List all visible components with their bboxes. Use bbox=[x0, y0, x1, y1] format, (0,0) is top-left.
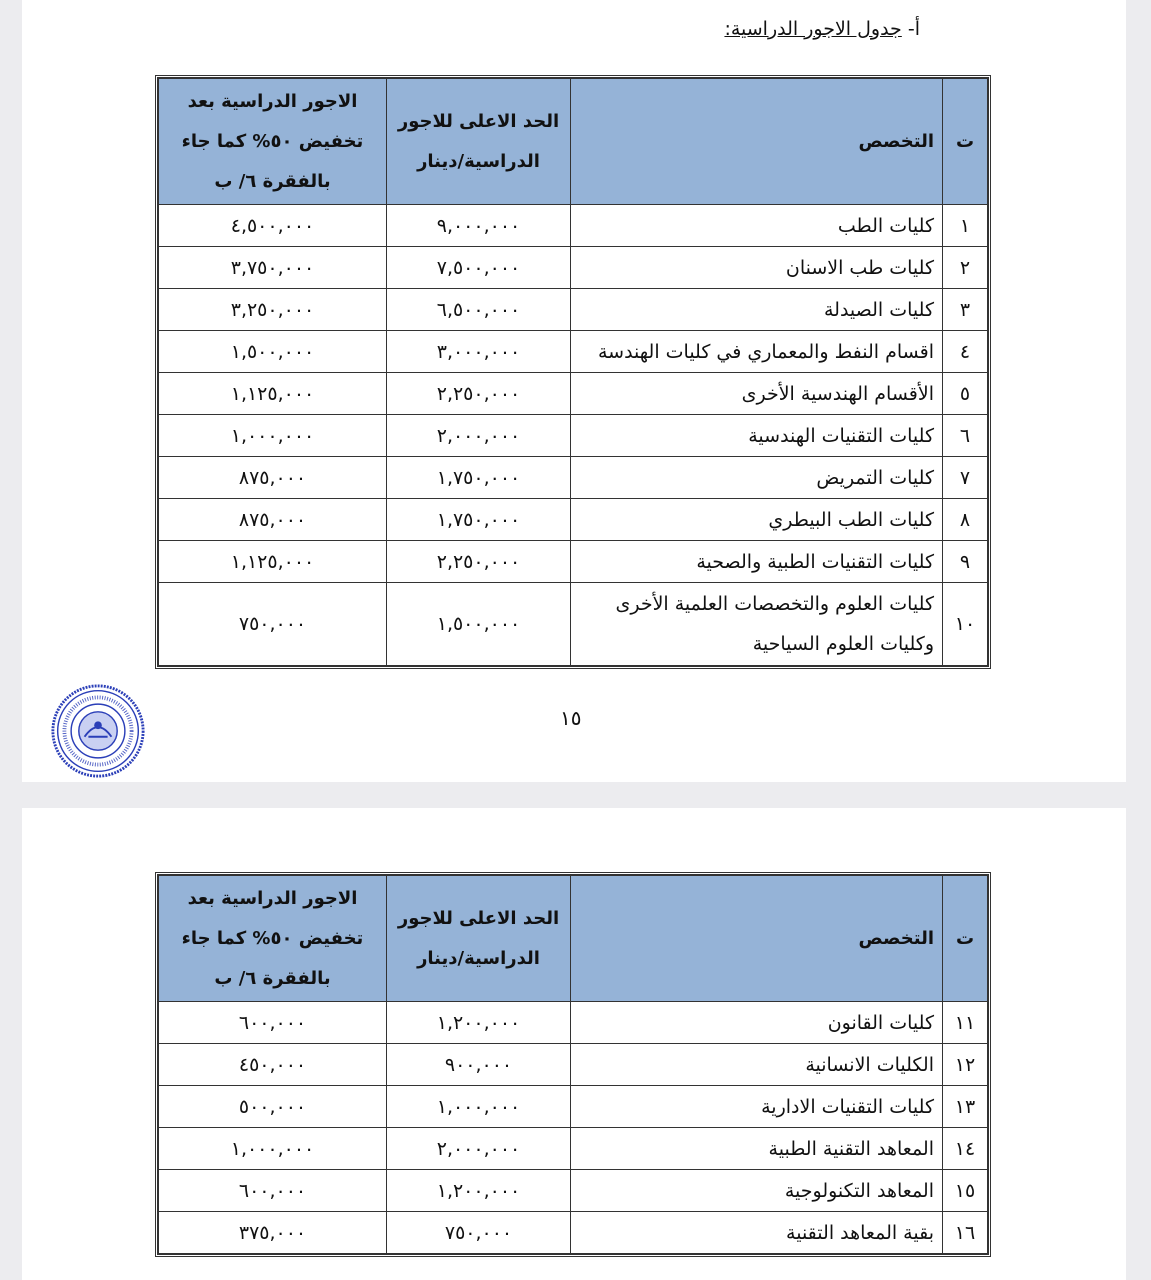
document-page-2 bbox=[22, 808, 1126, 1280]
row-num: ١٠ bbox=[943, 583, 988, 666]
row-max-fee: ٢,٠٠٠,٠٠٠ bbox=[387, 1128, 571, 1170]
row-specialty: كليات الطب bbox=[571, 205, 943, 247]
header-reduced-fee-line: تخفيض ٥٠% كما جاء bbox=[181, 927, 364, 949]
row-specialty: كليات القانون bbox=[571, 1002, 943, 1044]
row-specialty: الأقسام الهندسية الأخرى bbox=[571, 373, 943, 415]
table-row bbox=[159, 247, 988, 289]
row-num: ٦ bbox=[943, 415, 988, 457]
table-row bbox=[159, 415, 988, 457]
row-num: ١ bbox=[943, 205, 988, 247]
header-num: ت bbox=[943, 876, 988, 1002]
row-max-fee: ٣,٠٠٠,٠٠٠ bbox=[387, 331, 571, 373]
fees-table-1 bbox=[155, 75, 991, 669]
row-num: ١٢ bbox=[943, 1044, 988, 1086]
table-row bbox=[159, 1086, 988, 1128]
ministry-seal-icon bbox=[50, 683, 146, 779]
page-number: ١٥ bbox=[560, 706, 582, 730]
header-max-fee-line: الحد الاعلى للاجور bbox=[397, 110, 560, 132]
fees-table-2 bbox=[155, 872, 991, 1257]
row-max-fee: ٧,٥٠٠,٠٠٠ bbox=[387, 247, 571, 289]
table-row bbox=[159, 1212, 988, 1254]
table-heading bbox=[724, 18, 920, 40]
heading-prefix: أ- bbox=[907, 18, 920, 40]
row-max-fee: ١,٢٠٠,٠٠٠ bbox=[387, 1002, 571, 1044]
row-reduced-fee: ٣,٧٥٠,٠٠٠ bbox=[159, 247, 387, 289]
header-max-fee bbox=[387, 79, 571, 205]
row-max-fee: ٢,٢٥٠,٠٠٠ bbox=[387, 373, 571, 415]
row-reduced-fee: ٣,٢٥٠,٠٠٠ bbox=[159, 289, 387, 331]
table-row bbox=[159, 1128, 988, 1170]
row-specialty: كليات التقنيات الادارية bbox=[571, 1086, 943, 1128]
row-reduced-fee: ١,٥٠٠,٠٠٠ bbox=[159, 331, 387, 373]
row-reduced-fee: ٣٧٥,٠٠٠ bbox=[159, 1212, 387, 1254]
row-specialty: الكليات الانسانية bbox=[571, 1044, 943, 1086]
table-row bbox=[159, 1002, 988, 1044]
header-reduced-fee-line: الاجور الدراسية بعد bbox=[187, 90, 358, 112]
table-row bbox=[159, 373, 988, 415]
row-max-fee: ٧٥٠,٠٠٠ bbox=[387, 1212, 571, 1254]
row-num: ٢ bbox=[943, 247, 988, 289]
header-reduced-fee bbox=[159, 79, 387, 205]
table-row bbox=[159, 541, 988, 583]
row-num: ٨ bbox=[943, 499, 988, 541]
row-specialty: كليات الطب البيطري bbox=[571, 499, 943, 541]
row-num: ٣ bbox=[943, 289, 988, 331]
heading-title: جدول الاجور الدراسية: bbox=[724, 18, 902, 40]
table-row bbox=[159, 499, 988, 541]
row-reduced-fee: ٦٠٠,٠٠٠ bbox=[159, 1002, 387, 1044]
row-specialty: بقية المعاهد التقنية bbox=[571, 1212, 943, 1254]
row-num: ١٥ bbox=[943, 1170, 988, 1212]
header-reduced-fee-line: بالفقرة ٦/ ب bbox=[214, 170, 331, 192]
row-num: ٧ bbox=[943, 457, 988, 499]
header-max-fee-line: الحد الاعلى للاجور bbox=[397, 907, 560, 929]
header-reduced-fee-line: الاجور الدراسية بعد bbox=[187, 887, 358, 909]
row-max-fee: ١,٠٠٠,٠٠٠ bbox=[387, 1086, 571, 1128]
row-specialty: كليات الصيدلة bbox=[571, 289, 943, 331]
row-specialty bbox=[571, 583, 943, 666]
row-reduced-fee: ٧٥٠,٠٠٠ bbox=[159, 583, 387, 666]
row-specialty: كليات طب الاسنان bbox=[571, 247, 943, 289]
row-reduced-fee: ٨٧٥,٠٠٠ bbox=[159, 499, 387, 541]
row-specialty-line: وكليات العلوم السياحية bbox=[752, 633, 934, 655]
row-specialty: المعاهد التقنية الطبية bbox=[571, 1128, 943, 1170]
row-reduced-fee: ٨٧٥,٠٠٠ bbox=[159, 457, 387, 499]
row-reduced-fee: ٥٠٠,٠٠٠ bbox=[159, 1086, 387, 1128]
header-max-fee bbox=[387, 876, 571, 1002]
header-specialty: التخصص bbox=[571, 79, 943, 205]
row-num: ٤ bbox=[943, 331, 988, 373]
table-row bbox=[159, 205, 988, 247]
row-max-fee: ٦,٥٠٠,٠٠٠ bbox=[387, 289, 571, 331]
row-num: ١١ bbox=[943, 1002, 988, 1044]
table-row bbox=[159, 457, 988, 499]
table-row bbox=[159, 289, 988, 331]
header-specialty: التخصص bbox=[571, 876, 943, 1002]
header-num: ت bbox=[943, 79, 988, 205]
header-max-fee-line: الدراسية/دينار bbox=[417, 150, 540, 172]
table-row bbox=[159, 583, 988, 666]
row-max-fee: ١,٥٠٠,٠٠٠ bbox=[387, 583, 571, 666]
row-max-fee: ١,٢٠٠,٠٠٠ bbox=[387, 1170, 571, 1212]
row-max-fee: ١,٧٥٠,٠٠٠ bbox=[387, 457, 571, 499]
row-reduced-fee: ٤٥٠,٠٠٠ bbox=[159, 1044, 387, 1086]
header-reduced-fee bbox=[159, 876, 387, 1002]
row-specialty-line: كليات العلوم والتخصصات العلمية الأخرى bbox=[615, 593, 934, 615]
row-max-fee: ٢,٠٠٠,٠٠٠ bbox=[387, 415, 571, 457]
document-page-1 bbox=[22, 0, 1126, 782]
header-reduced-fee-line: تخفيض ٥٠% كما جاء bbox=[181, 130, 364, 152]
row-reduced-fee: ١,١٢٥,٠٠٠ bbox=[159, 541, 387, 583]
row-reduced-fee: ٦٠٠,٠٠٠ bbox=[159, 1170, 387, 1212]
row-max-fee: ٩٠٠,٠٠٠ bbox=[387, 1044, 571, 1086]
row-num: ١٤ bbox=[943, 1128, 988, 1170]
row-num: ١٦ bbox=[943, 1212, 988, 1254]
row-reduced-fee: ١,١٢٥,٠٠٠ bbox=[159, 373, 387, 415]
header-max-fee-line: الدراسية/دينار bbox=[417, 947, 540, 969]
row-specialty: المعاهد التكنولوجية bbox=[571, 1170, 943, 1212]
row-reduced-fee: ٤,٥٠٠,٠٠٠ bbox=[159, 205, 387, 247]
table-row bbox=[159, 331, 988, 373]
table-row bbox=[159, 1170, 988, 1212]
row-num: ٥ bbox=[943, 373, 988, 415]
row-num: ٩ bbox=[943, 541, 988, 583]
header-reduced-fee-line: بالفقرة ٦/ ب bbox=[214, 967, 331, 989]
row-reduced-fee: ١,٠٠٠,٠٠٠ bbox=[159, 1128, 387, 1170]
row-num: ١٣ bbox=[943, 1086, 988, 1128]
row-max-fee: ١,٧٥٠,٠٠٠ bbox=[387, 499, 571, 541]
row-max-fee: ٩,٠٠٠,٠٠٠ bbox=[387, 205, 571, 247]
row-reduced-fee: ١,٠٠٠,٠٠٠ bbox=[159, 415, 387, 457]
row-specialty: كليات التمريض bbox=[571, 457, 943, 499]
row-specialty: اقسام النفط والمعماري في كليات الهندسة bbox=[571, 331, 943, 373]
table-row bbox=[159, 1044, 988, 1086]
row-specialty: كليات التقنيات الطبية والصحية bbox=[571, 541, 943, 583]
row-specialty: كليات التقنيات الهندسية bbox=[571, 415, 943, 457]
row-max-fee: ٢,٢٥٠,٠٠٠ bbox=[387, 541, 571, 583]
